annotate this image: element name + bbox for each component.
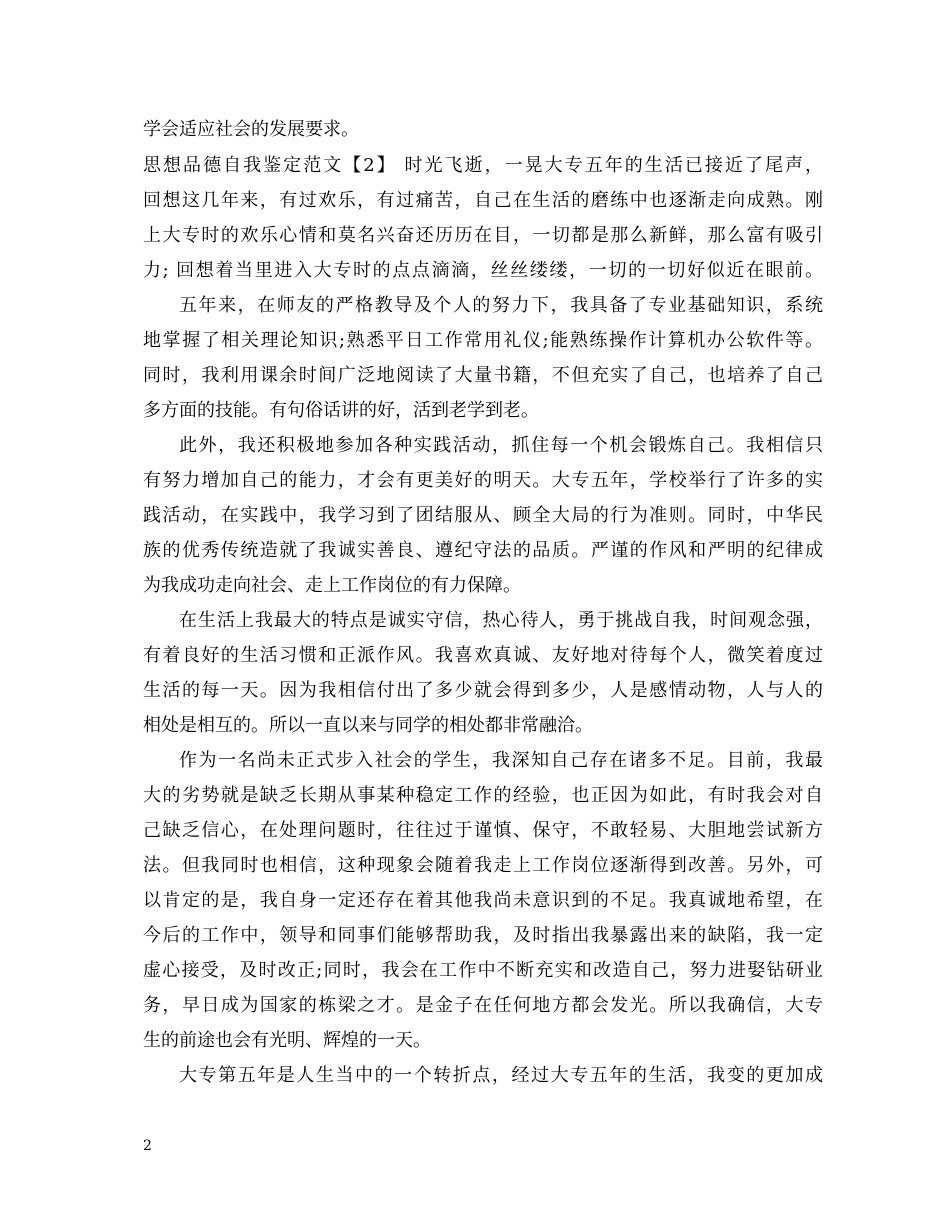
paragraph-first-line: 大专第五年是人生当中的一个转折点，经过大专五年的生活，我变的更加成 [179, 1065, 823, 1086]
text-line: 地掌握了相关理论知识;熟悉平日工作常用礼仪;能熟练操作计算机办公软件等。 [143, 330, 823, 351]
text-line: 生的前途也会有光明、辉煌的一天。 [143, 1030, 431, 1051]
text-line: 以肯定的是，我自身一定还存在着其他我尚未意识到的不足。我真诚地希望，在 [143, 890, 823, 911]
text-line: 族的优秀传统造就了我诚实善良、遵纪守法的品质。严谨的作风和严明的纪律成 [143, 540, 823, 561]
text-line: 有着良好的生活习惯和正派作风。我喜欢真诚、友好地对待每个人，微笑着度过 [143, 645, 823, 666]
text-line: 力; 回想着当里进入大专时的点点滴滴，丝丝缕缕，一切的一切好似近在眼前。 [143, 260, 823, 281]
text-line: 同时，我利用课余时间广泛地阅读了大量书籍，不但充实了自己，也培养了自己 [143, 365, 823, 386]
text-line: 法。但我同时也相信，这种现象会随着我走上工作岗位逐渐得到改善。另外，可 [143, 855, 823, 876]
text-line: 有努力增加自己的能力，才会有更美好的明天。大专五年，学校举行了许多的实 [143, 470, 823, 491]
paragraph-first-line: 作为一名尚未正式步入社会的学生，我深知自己存在诸多不足。目前，我最 [179, 750, 823, 771]
text-line: 今后的工作中，领导和同事们能够帮助我，及时指出我暴露出来的缺陷，我一定 [143, 925, 823, 946]
text-line: 己缺乏信心，在处理问题时，往往过于谨慎、保守，不敢轻易、大胆地尝试新方 [143, 820, 823, 841]
text-line: 虚心接受，及时改正;同时，我会在工作中不断充实和改造自己，努力进娶钻研业 [143, 960, 823, 981]
text-line: 相处是相互的。所以一直以来与同学的相处都非常融洽。 [143, 715, 593, 736]
page-number: 2 [143, 1138, 152, 1154]
text-line: 生活的每一天。因为我相信付出了多少就会得到多少，人是感情动物，人与人的 [143, 680, 823, 701]
text-line: 为我成功走向社会、走上工作岗位的有力保障。 [143, 575, 521, 596]
paragraph-first-line: 五年来，在师友的严格教导及个人的努力下，我具备了专业基础知识，系统 [179, 295, 823, 316]
text-line: 回想这几年来，有过欢乐，有过痛苦，自己在生活的磨练中也逐渐走向成熟。刚 [143, 190, 823, 211]
text-line: 学会适应社会的发展要求。 [143, 119, 359, 140]
text-line: 务，早日成为国家的栋梁之才。是金子在任何地方都会发光。所以我确信，大专 [143, 995, 823, 1016]
paragraph-first-line: 在生活上我最大的特点是诚实守信，热心待人，勇于挑战自我，时间观念强， [179, 610, 823, 631]
text-line: 践活动，在实践中，我学习到了团结服从、顾全大局的行为准则。同时，中华民 [143, 505, 823, 526]
text-line: 多方面的技能。有句俗话讲的好，活到老学到老。 [143, 400, 539, 421]
paragraph-first-line: 此外，我还积极地参加各种实践活动，抓住每一个机会锻炼自己。我相信只 [179, 435, 823, 456]
text-line: 大的劣势就是缺乏长期从事某种稳定工作的经验，也正因为如此，有时我会对自 [143, 785, 823, 806]
text-line: 思想品德自我鉴定范文【2】 时光飞逝，一晃大专五年的生活已接近了尾声， [143, 155, 823, 176]
text-line: 上大专时的欢乐心情和莫名兴奋还历历在目，一切都是那么新鲜，那么富有吸引 [143, 225, 823, 246]
